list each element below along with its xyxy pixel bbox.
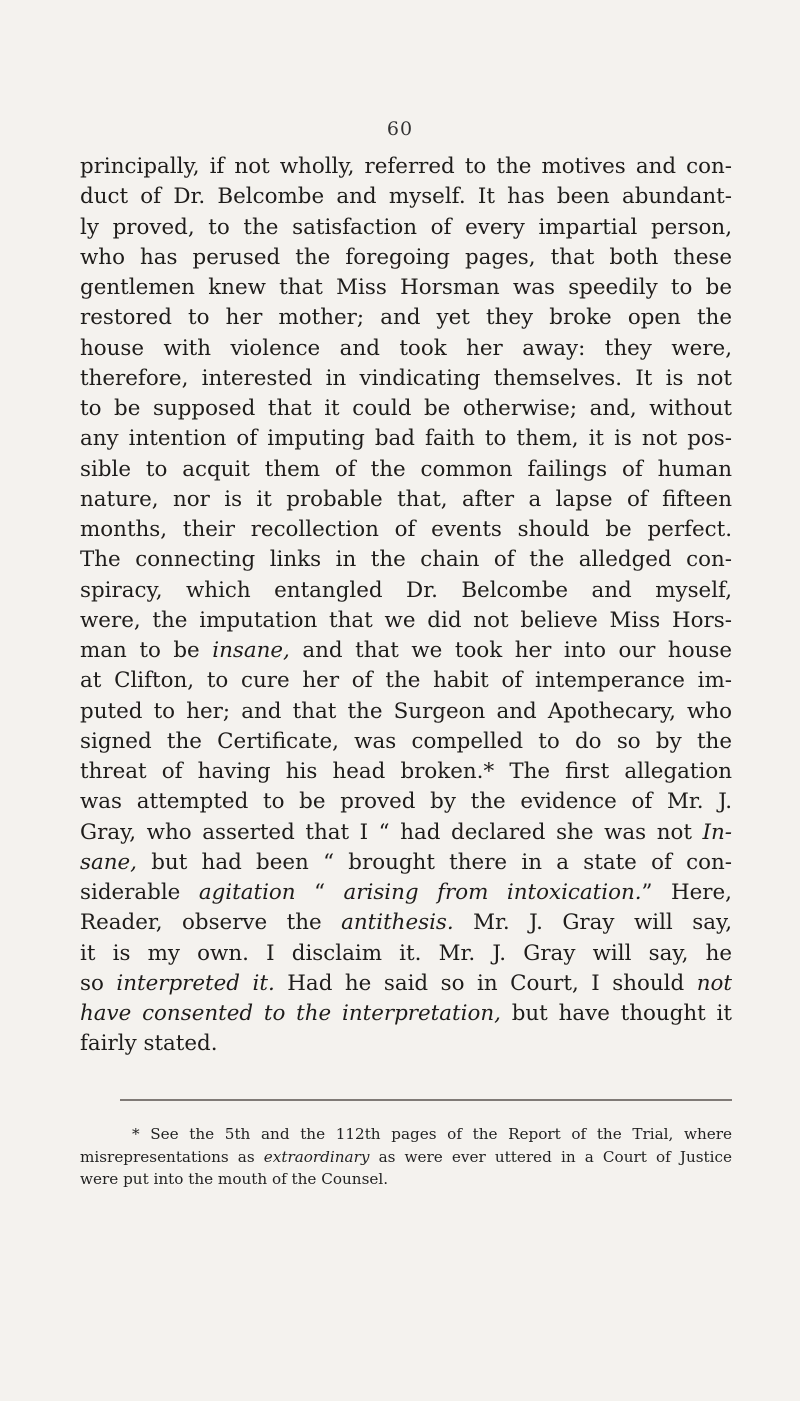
text-line	[80, 999, 732, 1029]
text-line: at Clifton, to cure her of the habit of intemperance im-	[80, 668, 732, 694]
text-run: misrepresentations as	[80, 1147, 264, 1166]
text-line: was attempted to be proved by the evidence of Mr. J.	[80, 789, 732, 815]
text-line	[80, 848, 732, 878]
italic-run: extraordinary	[263, 1147, 370, 1166]
text-line: puted to her; and that the Surgeon and Apothecary, who	[80, 698, 732, 724]
footnote-line: were put into the mouth of the Counsel.	[80, 1170, 389, 1188]
text-line: The connecting links in the chain of the alledged con-	[80, 547, 732, 573]
italic-run: not	[696, 970, 732, 996]
text-line: who has perused the foregoing pages, that both these	[80, 244, 732, 270]
italic-run: antithesis.	[341, 910, 454, 936]
text-line: signed the Certificate, was compelled to do so by the	[80, 728, 732, 754]
text-line	[80, 636, 732, 666]
text-line: were, the imputation that we did not believe Miss Hors-	[80, 607, 732, 633]
text-line: duct of Dr. Belcombe and myself. It has been abundant-	[80, 184, 732, 210]
text-line	[80, 818, 732, 848]
text-line: ly proved, to the satisfaction of every impartial person,	[80, 214, 732, 240]
text-line: it is my own. I disclaim it. Mr. J. Gray will say, he	[80, 940, 732, 966]
text-line: to be supposed that it could be otherwise; and, without	[80, 396, 732, 421]
body-text	[80, 152, 732, 1060]
text-line: house with violence and took her away: they were,	[80, 335, 732, 361]
text-line: therefore, interested in vindicating themselves. It is not	[80, 365, 732, 391]
footnote-line: * See the 5th and the 112th pages of the Report of the Trial, where	[132, 1125, 732, 1143]
footnote	[80, 1123, 732, 1191]
text-run: as were ever uttered in a Court of Justice	[369, 1147, 732, 1166]
text-line: fairly stated.	[80, 1031, 218, 1057]
text-run: siderable	[80, 880, 199, 905]
text-run: “	[295, 880, 344, 905]
text-line: threat of having his head broken.* The first allegation	[80, 759, 732, 784]
text-run: Reader, observe the	[80, 910, 342, 936]
italic-run: sane,	[80, 849, 137, 875]
text-run: Had he said so in Court, I should	[274, 970, 697, 996]
text-run: and that we took her into our house	[289, 638, 732, 663]
text-run: ” Here,	[641, 880, 732, 905]
text-line: nature, nor is it probable that, after a lapse of fifteen	[80, 486, 732, 512]
text-run: Mr. J. Gray will say,	[453, 910, 732, 936]
text-line: spiracy, which entangled Dr. Belcombe and myself,	[80, 577, 732, 603]
footnote-divider	[120, 1099, 732, 1101]
italic-run: insane,	[212, 638, 290, 663]
text-run: so	[80, 970, 117, 996]
text-run: but have thought it	[500, 1001, 732, 1026]
text-run: man to be	[80, 638, 213, 663]
page-number: 60	[386, 118, 414, 140]
text-line: any intention of imputing bad faith to them, it is not pos-	[80, 426, 732, 452]
text-line: restored to her mother; and yet they broke open the	[80, 305, 732, 331]
text-run: but had been “ brought there in a state of con-	[136, 849, 732, 875]
text-line: principally, if not wholly, referred to the motives and con-	[80, 154, 732, 179]
text-line: sible to acquit them of the common failings of human	[80, 456, 732, 482]
text-line: gentlemen knew that Miss Horsman was speedily to be	[80, 275, 732, 300]
italic-run: agitation	[198, 880, 296, 905]
text-line	[80, 908, 732, 938]
italic-run: arising from intoxication.	[343, 880, 642, 905]
footnote-line	[80, 1146, 732, 1169]
text-line	[80, 969, 732, 999]
text-line	[80, 878, 732, 908]
italic-run: have consented to the interpretation,	[80, 1001, 501, 1026]
text-line: months, their recollection of events should be perfect.	[80, 517, 732, 542]
italic-run: In-	[702, 819, 732, 845]
text-run: Gray, who asserted that I “ had declared she was not	[80, 819, 703, 845]
italic-run: interpreted it.	[116, 970, 275, 996]
